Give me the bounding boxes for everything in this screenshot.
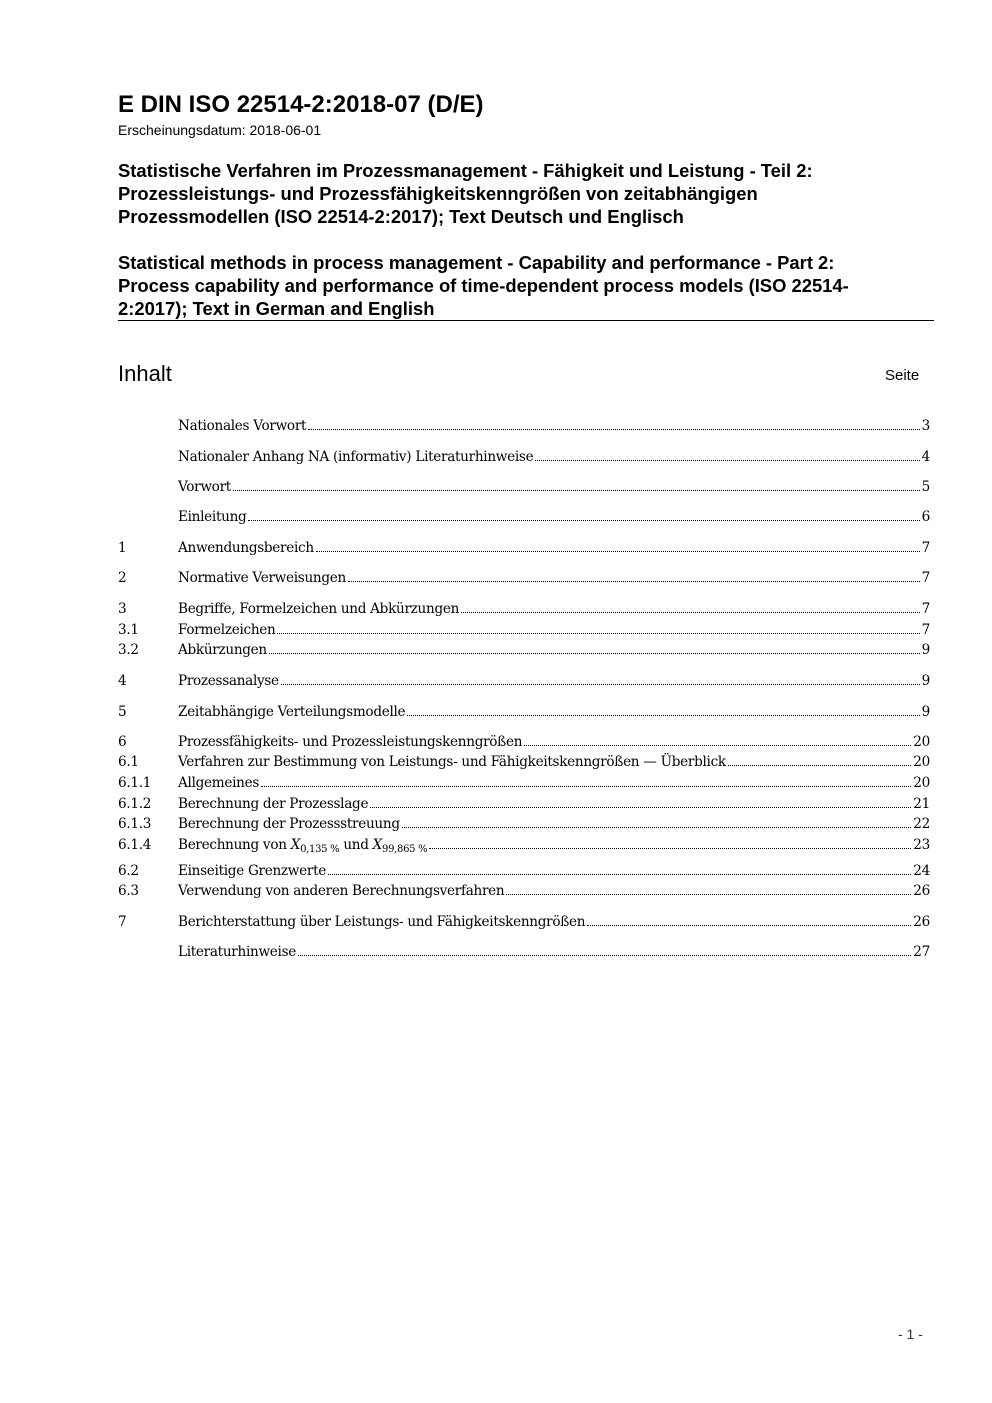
toc-dot-leader [728, 761, 911, 766]
toc-entry-page: 26 [913, 914, 930, 930]
toc-entry-title-text: Berechnung von [178, 837, 291, 853]
toc-entry-page: 7 [921, 622, 930, 638]
toc-entry[interactable] [118, 794, 930, 814]
toc-entry-title [178, 835, 427, 860]
toc-entry-title: Formelzeichen [178, 622, 276, 638]
toc-entry-page: 9 [921, 673, 930, 689]
toc-entry[interactable] [118, 671, 930, 691]
toc-entry-number: 3 [118, 601, 127, 617]
toc-entry-title: Begriffe, Formelzeichen und Abkürzungen [178, 601, 460, 617]
toc-entry-number: 2 [118, 570, 127, 586]
title-english-line: Statistical methods in process management - Capability and performance - Part 2: [118, 252, 835, 273]
toc-entry-title: Allgemeines [178, 775, 260, 791]
toc-entry[interactable] [118, 477, 930, 497]
toc-entry-title: Abkürzungen [178, 642, 267, 658]
toc-entry-page: 9 [921, 642, 930, 658]
math-variable: X [290, 837, 301, 853]
toc-entry-page: 7 [921, 601, 930, 617]
title-german-line: Statistische Verfahren im Prozessmanagement - Fähigkeit und Leistung - Teil 2: [118, 160, 813, 181]
toc-entry-number: 5 [118, 704, 127, 720]
toc-entry-title: Literaturhinweise [178, 944, 297, 960]
toc-entry-title-text: und [339, 837, 373, 853]
toc-entry-title: Berechnung der Prozessstreuung [178, 816, 400, 832]
toc-entry-title: Nationales Vorwort [178, 418, 307, 434]
toc-entry-page: 3 [921, 418, 930, 434]
toc-dot-leader [535, 456, 919, 461]
toc-dot-leader [248, 516, 919, 521]
toc-entry-page: 20 [913, 734, 930, 750]
toc-entry-title: Vorwort [178, 479, 231, 495]
toc-entry-title: Verfahren zur Bestimmung von Leistungs- und Fähigkeitskenngrößen — Überblick [178, 754, 726, 770]
toc-entry-title: Prozessanalyse [178, 673, 279, 689]
toc-entry-page: 23 [913, 837, 930, 853]
toc-entry-title: Nationaler Anhang NA (informativ) Literaturhinweise [178, 449, 534, 465]
toc-entry-page: 26 [913, 883, 930, 899]
toc-entry[interactable] [118, 447, 930, 467]
toc-entry-page: 20 [913, 754, 930, 770]
toc-dot-leader [316, 547, 920, 552]
document-id: E DIN ISO 22514-2:2018-07 (D/E) [118, 91, 484, 118]
toc-page-column-label: Seite [885, 367, 920, 384]
toc-heading: Inhalt [118, 361, 172, 386]
publication-date: Erscheinungsdatum: 2018-06-01 [118, 122, 322, 138]
toc-entry[interactable] [118, 538, 930, 558]
toc-entry[interactable] [118, 814, 930, 834]
toc-entry-title: Verwendung von anderen Berechnungsverfahren [178, 883, 505, 899]
toc-entry[interactable] [118, 732, 930, 752]
math-variable: X [372, 837, 383, 853]
toc-entry[interactable] [118, 912, 930, 932]
title-english [118, 251, 933, 320]
toc-dot-leader [461, 608, 920, 613]
toc-entry-page: 21 [913, 796, 930, 812]
toc-entry-number: 4 [118, 673, 127, 689]
toc-entry-page: 9 [921, 704, 930, 720]
toc-entry-number: 3.1 [118, 622, 139, 638]
title-english-line: Process capability and performance of time-dependent process models (ISO 22514- [118, 275, 849, 296]
toc-dot-leader [402, 823, 912, 828]
toc-entry-number: 6.3 [118, 883, 139, 899]
toc-dot-leader [348, 577, 920, 582]
toc-entry-number: 6.1 [118, 754, 139, 770]
toc-entry[interactable] [118, 507, 930, 527]
title-english-line: 2:2017); Text in German and English [118, 298, 435, 319]
toc-entry-page: 7 [921, 540, 930, 556]
toc-dot-leader [298, 951, 911, 956]
toc-dot-leader [261, 782, 911, 787]
toc-entry-number: 6.1.1 [118, 775, 152, 791]
toc-dot-leader [407, 711, 919, 716]
toc-entry-number: 1 [118, 540, 127, 556]
footer-page-number: - 1 - [898, 1326, 923, 1342]
toc-dot-leader [506, 890, 911, 895]
toc-entry[interactable] [118, 620, 930, 640]
toc-dot-leader [429, 844, 911, 849]
toc-dot-leader [281, 680, 920, 685]
toc-entry-number: 6.1.4 [118, 837, 152, 853]
toc-dot-leader [233, 486, 920, 491]
toc-entry[interactable] [118, 881, 930, 901]
toc-dot-leader [277, 629, 919, 634]
toc-entry-page: 6 [921, 509, 930, 525]
toc-entry-title: Zeitabhängige Verteilungsmodelle [178, 704, 406, 720]
toc-entry-page: 20 [913, 775, 930, 791]
toc-dot-leader [587, 921, 911, 926]
toc-entry-title: Einleitung [178, 509, 247, 525]
toc-entry-number: 6.1.3 [118, 816, 152, 832]
toc-dot-leader [524, 741, 911, 746]
toc-entry-number: 6.2 [118, 863, 139, 879]
math-subscript: 99,865 % [382, 844, 428, 855]
toc-entry[interactable] [118, 835, 930, 855]
toc-entry-page: 27 [913, 944, 930, 960]
toc-entry-page: 5 [921, 479, 930, 495]
toc-entry-title: Prozessfähigkeits- und Prozessleistungskenngrößen [178, 734, 523, 750]
toc-entry[interactable] [118, 599, 930, 619]
toc-entry[interactable] [118, 861, 930, 881]
toc-entry-title: Berichterstattung über Leistungs- und Fähigkeitskenngrößen [178, 914, 586, 930]
toc-entry[interactable] [118, 640, 930, 660]
toc-entry-number: 6.1.2 [118, 796, 152, 812]
toc-entry-title: Berechnung der Prozesslage [178, 796, 369, 812]
toc-dot-leader [308, 425, 919, 430]
toc-entry[interactable] [118, 568, 930, 588]
toc-dot-leader [269, 649, 920, 654]
toc-entry-title: Einseitige Grenzwerte [178, 863, 326, 879]
toc-entry-number: 3.2 [118, 642, 139, 658]
title-german-line: Prozessmodellen (ISO 22514-2:2017); Text Deutsch und Englisch [118, 206, 684, 227]
toc-entry-page: 22 [913, 816, 930, 832]
toc-entry-page: 7 [921, 570, 930, 586]
toc-entry-page: 4 [921, 449, 930, 465]
toc-entry-page: 24 [913, 863, 930, 879]
toc-entry[interactable] [118, 702, 930, 722]
toc-entry[interactable] [118, 942, 930, 962]
toc-entry-title: Normative Verweisungen [178, 570, 346, 586]
toc-entry[interactable] [118, 773, 930, 793]
math-subscript: 0,135 % [300, 844, 340, 855]
toc-entry-number: 6 [118, 734, 127, 750]
toc-entry[interactable] [118, 416, 930, 436]
title-german-line: Prozessleistungs- und Prozessfähigkeitskenngrößen von zeitabhängigen [118, 183, 758, 204]
toc-entry-number: 7 [118, 914, 127, 930]
toc-dot-leader [370, 803, 911, 808]
toc-entry-title: Anwendungsbereich [178, 540, 314, 556]
toc-dot-leader [328, 870, 911, 875]
title-separator-rule [118, 320, 934, 321]
toc-entry[interactable] [118, 752, 930, 772]
title-german [118, 159, 933, 228]
